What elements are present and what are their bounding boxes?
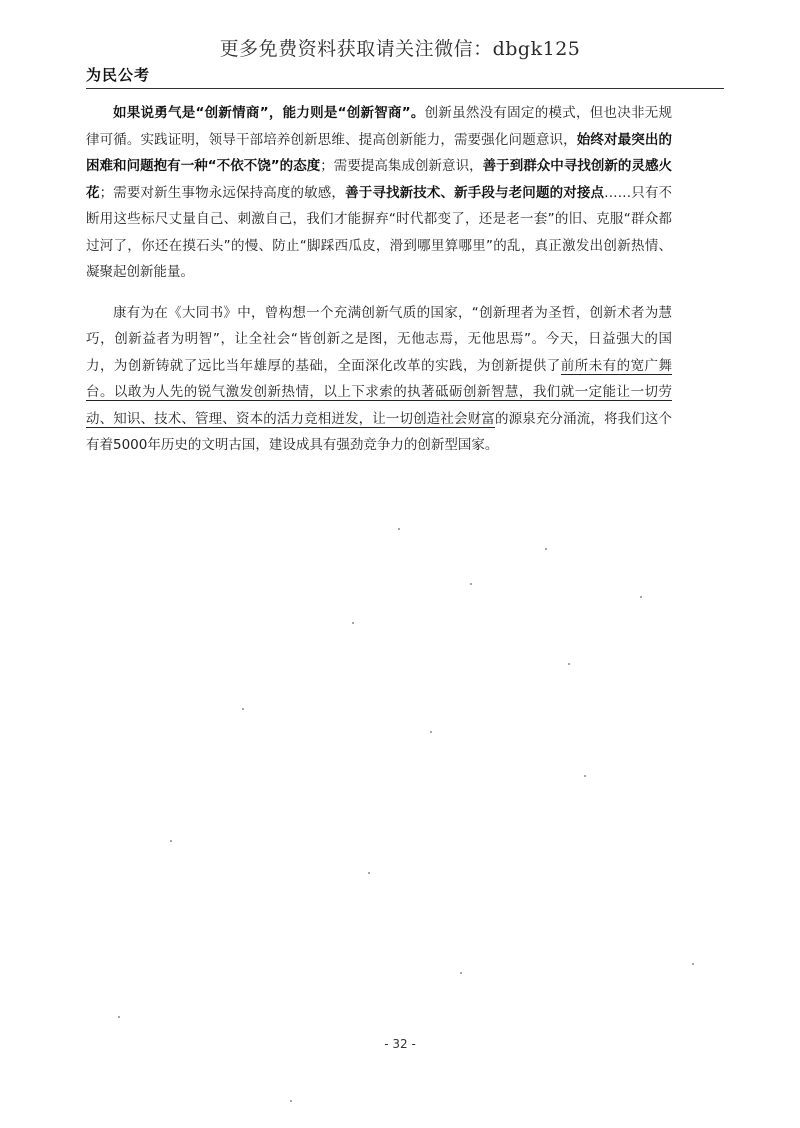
text-run-bold: 善于到群众中寻找创新的灵感火花 (86, 158, 673, 201)
scan-speck (568, 663, 570, 665)
scan-speck (118, 1016, 120, 1018)
scan-speck (470, 583, 472, 585)
promo-banner: 更多免费资料获取请关注微信：dbgk125 (219, 38, 581, 60)
text-run-bold: 如果说勇气是“创新情商”，能力则是“创新智商”。 (113, 105, 425, 121)
scan-speck (584, 775, 586, 777)
text-run: 康有为在《大同书》中，曾构想一个充满创新气质的国家，“创新理者为圣哲，创新术者为慧巧，创新益者为明智”，让全社会“皆创新之是图，无他志焉，无他思焉”。今天，日益强大的国力，为创新铸就了远比当年雄厚的基础，全面深化改革的实践，为创新提供了 (86, 304, 672, 374)
scan-speck (352, 622, 354, 624)
text-run-underlined: 前所未有的宽广舞台。以敢为人先的锐气激发创新热情，以上下求索的执著砥砺创新智慧，我们就一定能让一切劳动、知识、技术、管理、资本的活力竞相迸发，让一切创造社会财富 (86, 357, 673, 427)
scan-speck (368, 872, 370, 874)
text-run: ；需要对新生事物永远保持高度的敏感， (99, 184, 346, 201)
scan-speck (640, 596, 642, 598)
scan-speck (545, 548, 547, 550)
scan-speck (460, 972, 462, 974)
scan-speck (290, 1100, 292, 1102)
text-run: 创新虽然没有固定的模式，但也决非无规律可循。实践证明，领导干部培养创新思维、提高创新能力，需要强化问题意识， (86, 105, 672, 148)
scan-speck (692, 963, 694, 965)
text-run: ……只有不断用这些标尺丈量自己、刺激自己，我们才能摒弃“时代都变了，还是老一套”的旧、克服“群众都过河了，你还在摸石头”的慢、防止“脚踩西瓜皮，滑到哪里算哪里”的乱，真正激发出创新热情、凝聚起创新能量。 (86, 184, 673, 280)
text-run: ；需要提高集成创新意识， (320, 158, 483, 174)
page-header (86, 64, 724, 89)
text-run: 的源泉充分涌流，将我们这个有着5000年历史的文明古国，建设成具有强劲竞争力的创新型国家。 (86, 410, 673, 453)
text-run-bold: 善于寻找新技术、新手段与老问题的对接点 (345, 184, 605, 201)
scan-speck (430, 731, 432, 733)
article-body (86, 100, 672, 473)
scan-speck (398, 528, 400, 530)
scan-speck (170, 840, 172, 842)
paragraph (86, 300, 672, 459)
header-title: 为民公考 (86, 66, 151, 84)
text-run-bold: 始终对最突出的困难和问题抱有一种“不依不饶”的态度 (86, 131, 673, 174)
paragraph (86, 100, 672, 286)
page-number: - 32 - (384, 1037, 416, 1051)
scan-speck (242, 708, 244, 710)
